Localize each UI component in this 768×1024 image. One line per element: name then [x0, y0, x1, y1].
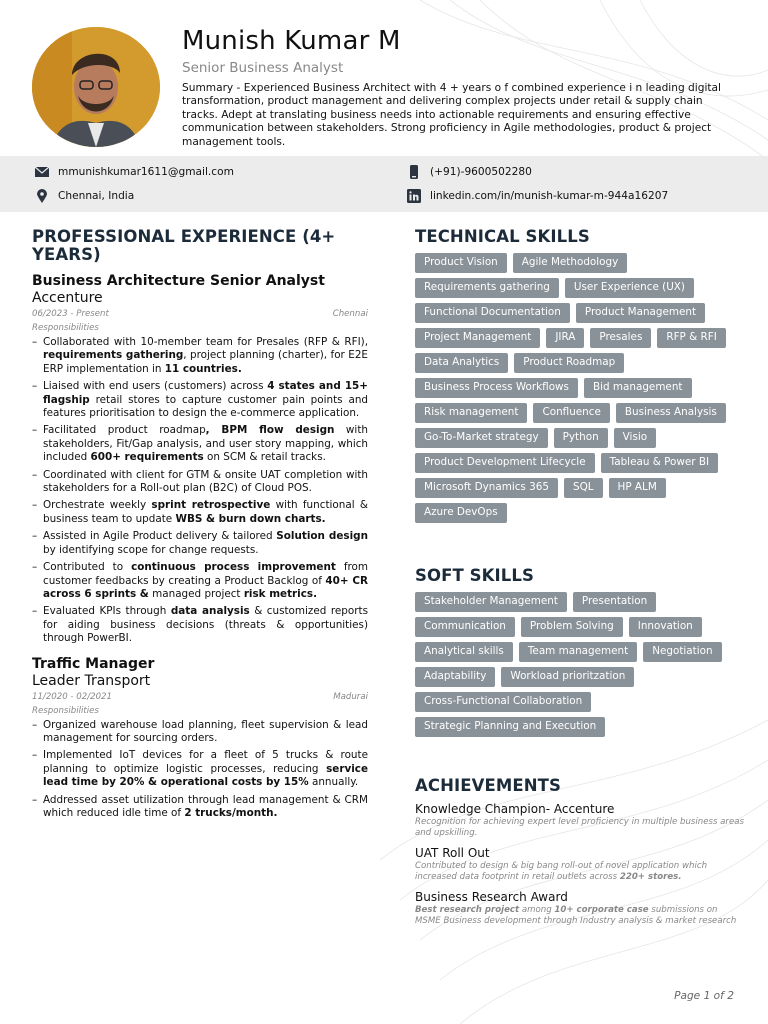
technical-skill-tag: Visio	[614, 428, 656, 448]
technical-skill-tag: Python	[554, 428, 608, 448]
job-location: Chennai	[332, 309, 368, 319]
responsibilities-label: Responsibilities	[32, 323, 99, 333]
technical-skill-tag: Data Analytics	[415, 353, 508, 373]
job-meta	[32, 692, 368, 702]
experience-column	[32, 228, 368, 824]
technical-skills-list	[415, 253, 745, 523]
job-title: Business Architecture Senior Analyst	[32, 273, 325, 289]
technical-skill-tag: Tableau & Power BI	[601, 453, 718, 473]
contact-location	[34, 189, 134, 203]
soft-skill-tag: Stakeholder Management	[415, 592, 567, 612]
technical-skill-tag: RFP & RFI	[657, 328, 725, 348]
technical-skill-tag: Go-To-Market strategy	[415, 428, 548, 448]
responsibility-item: – Addressed asset utilization through lead management & CRM which reduced idle time of 2 trucks/month.	[32, 794, 368, 821]
responsibility-item: – Facilitated product roadmap, BPM flow design with stakeholders, Fit/Gap analysis, and user story mapping, which included 600+ requirements on SCM & retail tracks.	[32, 424, 368, 464]
technical-skill-tag: SQL	[564, 478, 603, 498]
technical-skill-tag: Risk management	[415, 403, 527, 423]
resume-header	[0, 0, 768, 156]
technical-skill-tag: Business Process Workflows	[415, 378, 578, 398]
achievements-heading: ACHIEVEMENTS	[415, 776, 561, 795]
responsibility-item: – Liaised with end users (customers) across 4 states and 15+ flagship retail stores to capture customer pain points and features prioritisation to design the e-commerce application.	[32, 380, 368, 420]
technical-skill-tag: Product Vision	[415, 253, 507, 273]
technical-skill-tag: Project Management	[415, 328, 540, 348]
responsibility-item: – Implemented IoT devices for a fleet of 5 trucks & route planning to optimize logistic processes, reducing service lead time by 20% & operational costs by 15% annually.	[32, 749, 368, 789]
email-text: mmunishkumar1611@gmail.com	[58, 166, 234, 178]
contact-email[interactable]	[34, 165, 234, 179]
achievement-item	[415, 846, 745, 883]
responsibility-item: – Contributed to continuous process improvement from customer feedbacks by creating a Product Backlog of 40+ CR across 6 sprints & managed project risk metrics.	[32, 561, 368, 601]
achievement-title: Business Research Award	[415, 890, 568, 904]
experience-heading: PROFESSIONAL EXPERIENCE (4+ YEARS)	[32, 227, 336, 264]
contact-linkedin[interactable]	[406, 189, 668, 203]
job-dates: 11/2020 - 02/2021	[32, 691, 112, 702]
envelope-icon	[34, 165, 50, 179]
responsibility-list	[32, 719, 368, 821]
technical-skill-tag: Presales	[590, 328, 651, 348]
technical-skill-tag: Confluence	[533, 403, 609, 423]
page-number: Page 1 of 2	[674, 990, 734, 1002]
soft-skill-tag: Adaptability	[415, 667, 495, 687]
responsibility-item: – Evaluated KPIs through data analysis & customized reports for aiding business decisions (threats & opportunities) through PowerBI.	[32, 605, 368, 645]
achievement-description: Best research project among 10+ corporate case submissions on MSME Business development through Industry analysis & market research	[415, 905, 737, 926]
job-company: Accenture	[32, 290, 103, 306]
technical-skill-tag: Product Development Lifecycle	[415, 453, 595, 473]
soft-skill-tag: Problem Solving	[521, 617, 623, 637]
responsibility-item: – Orchestrate weekly sprint retrospective with functional & business team to update WBS & burn down charts.	[32, 499, 368, 526]
job-dates: 06/2023 - Present	[32, 309, 109, 319]
job-company: Leader Transport	[32, 672, 151, 689]
achievement-item	[415, 802, 745, 839]
technical-skill-tag: Agile Methodology	[513, 253, 628, 273]
responsibility-list	[32, 336, 368, 646]
job-entry	[32, 656, 368, 821]
responsibility-item: – Collaborated with 10-member team for Presales (RFP & RFI), requirements gathering, project planning (charter), for E2E ERP implementation in 11 countries.	[32, 336, 368, 376]
soft-skills-list	[415, 592, 745, 737]
achievement-title: UAT Roll Out	[415, 846, 490, 860]
responsibility-item: – Assisted in Agile Product delivery & tailored Solution design by identifying scope for change requests.	[32, 530, 368, 557]
technical-skill-tag: Azure DevOps	[415, 503, 507, 523]
technical-skill-tag: Business Analysis	[616, 403, 726, 423]
job-entry	[32, 273, 368, 646]
soft-skills-heading: SOFT SKILLS	[415, 566, 535, 585]
achievement-description: Recognition for achieving expert level proficiency in multiple business areas and upskilling.	[415, 817, 745, 838]
technical-skills-heading: TECHNICAL SKILLS	[415, 227, 590, 246]
technical-skill-tag: Product Management	[576, 303, 705, 323]
job-location: Madurai	[333, 691, 368, 702]
job-meta	[32, 309, 368, 319]
candidate-name: Munish Kumar M	[182, 26, 401, 56]
technical-skill-tag: HP ALM	[609, 478, 666, 498]
candidate-title: Senior Business Analyst	[182, 60, 344, 76]
soft-skill-tag: Communication	[415, 617, 515, 637]
soft-skill-tag: Analytical skills	[415, 642, 513, 662]
achievements-list	[415, 802, 745, 927]
technical-skill-tag: User Experience (UX)	[565, 278, 694, 298]
linkedin-icon	[406, 189, 422, 203]
job-title: Traffic Manager	[32, 655, 155, 672]
technical-skill-tag: Product Roadmap	[514, 353, 624, 373]
job-list	[32, 273, 368, 820]
soft-skill-tag: Strategic Planning and Execution	[415, 717, 605, 737]
soft-skill-tag: Team management	[519, 642, 637, 662]
technical-skill-tag: JIRA	[546, 328, 584, 348]
location-pin-icon	[34, 189, 50, 203]
phone-icon	[406, 165, 422, 179]
contact-bar	[0, 156, 768, 212]
responsibility-item: – Organized warehouse load planning, fleet supervision & lead management for sourcing orders.	[32, 719, 368, 746]
responsibilities-label: Responsibilities	[32, 705, 99, 716]
linkedin-text: linkedin.com/in/munish-kumar-m-944a16207	[430, 190, 669, 202]
location-text: Chennai, India	[58, 190, 135, 202]
achievement-title: Knowledge Champion- Accenture	[415, 802, 615, 816]
profile-photo	[32, 27, 160, 147]
soft-skill-tag: Presentation	[573, 592, 656, 612]
soft-skill-tag: Cross-Functional Collaboration	[415, 692, 591, 712]
technical-skill-tag: Microsoft Dynamics 365	[415, 478, 558, 498]
soft-skill-tag: Negotiation	[643, 642, 721, 662]
phone-text: (+91)-9600502280	[430, 166, 532, 178]
achievement-description: Contributed to design & big bang roll-out of novel application which increased data footprint in retail outlets across 220+ stores.	[415, 861, 708, 882]
technical-skill-tag: Bid management	[584, 378, 692, 398]
contact-phone[interactable]	[406, 165, 532, 179]
summary-text: Summary - Experienced Business Architect with 4 + years o f combined experience i n leading digital transformation, product management and delivering complex projects under retail & supply chain tracks. Adept at translating business needs into actionable requirements and ensuring effective communication between stakeholders. Strong proficiency in Agile methodologies, product & project management tools.	[182, 82, 721, 148]
soft-skill-tag: Innovation	[629, 617, 702, 637]
soft-skill-tag: Workload prioritzation	[501, 667, 634, 687]
responsibility-item: – Coordinated with client for GTM & onsite UAT completion with stakeholders for a Roll-out plan (B2C) of Cloud POS.	[32, 469, 368, 496]
skills-column	[415, 228, 745, 927]
technical-skill-tag: Requirements gathering	[415, 278, 559, 298]
technical-skill-tag: Functional Documentation	[415, 303, 570, 323]
achievement-item	[415, 890, 745, 927]
